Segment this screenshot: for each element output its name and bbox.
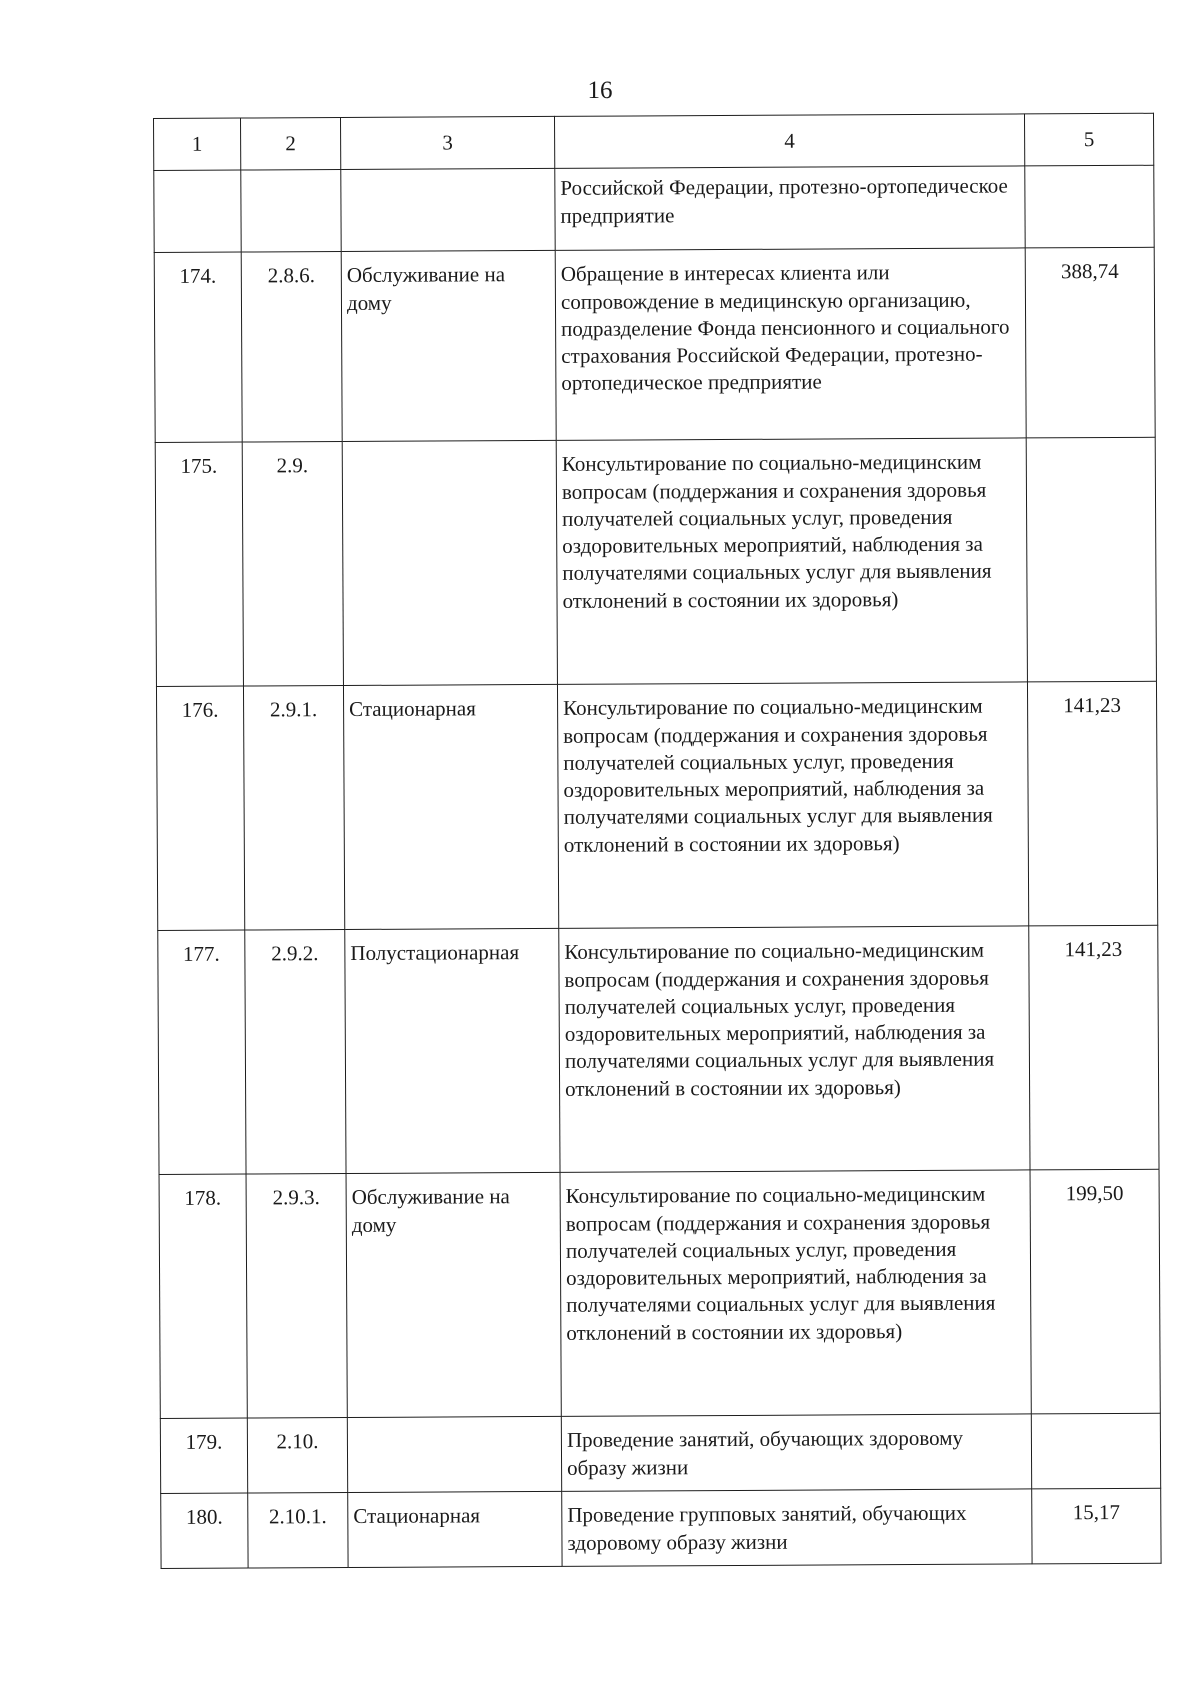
row-description: Консультирование по социально-медицинским вопросам (поддержания и сохранения здоровья получателей социальных услуг, проведения оздоровительных мероприятий, наблюдения за получателями социальных услуг для выявления отклонений в состоянии их здоровья) <box>557 682 1028 928</box>
tariff-table <box>153 113 1162 1570</box>
row-price: 388,74 <box>1025 248 1155 439</box>
table-row <box>158 926 1159 1175</box>
row-price: 141,23 <box>1027 682 1157 927</box>
header-col-4: 4 <box>554 114 1024 169</box>
table-row <box>161 1489 1161 1569</box>
row-price <box>1031 1414 1160 1490</box>
row-code: 2.9.1. <box>243 686 344 931</box>
row-form <box>342 441 557 686</box>
row-number <box>154 170 241 252</box>
row-code: 2.8.6. <box>241 252 342 443</box>
row-price: 141,23 <box>1029 926 1159 1171</box>
row-form <box>347 1417 561 1493</box>
row-description: Проведение групповых занятий, обучающих здоровому образу жизни <box>562 1489 1032 1566</box>
row-code: 2.9. <box>242 442 343 687</box>
header-col-1: 1 <box>154 118 241 171</box>
table-row <box>159 1170 1160 1419</box>
row-number: 180. <box>161 1493 248 1568</box>
row-form: Стационарная <box>348 1492 562 1568</box>
table-row <box>155 438 1156 687</box>
row-price: 199,50 <box>1030 1170 1160 1415</box>
row-number: 178. <box>159 1174 247 1418</box>
row-code <box>241 170 341 253</box>
header-col-3: 3 <box>341 116 555 169</box>
row-description: Консультирование по социально-медицинским вопросам (поддержания и сохранения здоровья получателей социальных услуг, проведения оздоровительных мероприятий, наблюдения за получателями социальных услуг для выявления отклонений в состоянии их здоровья) <box>556 438 1027 684</box>
row-price <box>1026 438 1156 683</box>
row-code: 2.9.3. <box>246 1174 347 1419</box>
table-header-row <box>154 113 1154 171</box>
row-description: Консультирование по социально-медицинским вопросам (поддержания и сохранения здоровья получателей социальных услуг, проведения оздоровительных мероприятий, наблюдения за получателями социальных услуг для выявления отклонений в состоянии их здоровья) <box>559 926 1030 1172</box>
row-number: 174. <box>154 252 242 442</box>
row-form: Обслуживание на дому <box>346 1173 561 1418</box>
row-number: 175. <box>155 442 243 686</box>
table-row <box>160 1414 1160 1494</box>
row-form <box>341 169 555 252</box>
row-number: 179. <box>160 1418 247 1493</box>
row-code: 2.9.2. <box>245 930 346 1175</box>
row-code: 2.10.1. <box>248 1493 348 1569</box>
row-description: Проведение занятий, обучающих здоровому образу жизни <box>561 1414 1031 1491</box>
page-number: 16 <box>587 77 613 104</box>
table-row <box>154 166 1154 253</box>
row-number: 177. <box>158 930 246 1174</box>
row-form: Стационарная <box>343 685 558 930</box>
table-row <box>154 248 1155 443</box>
row-description: Консультирование по социально-медицинским вопросам (поддержания и сохранения здоровья получателей социальных услуг, проведения оздоровительных мероприятий, наблюдения за получателями социальных услуг для выявления отклонений в состоянии их здоровья) <box>560 1170 1031 1416</box>
row-price <box>1025 166 1154 249</box>
row-form: Полустационарная <box>345 929 560 1174</box>
row-form: Обслуживание на дому <box>341 251 556 442</box>
header-col-5: 5 <box>1024 113 1153 166</box>
table-row <box>156 682 1157 931</box>
row-description: Обращение в интересах клиента или сопровождение в медицинскую организацию, подразделение Фонда пенсионного и социального страхования Российской Федерации, протезно-ортопедическое предприятие <box>555 248 1026 440</box>
row-number: 176. <box>156 686 244 930</box>
row-description: Российской Федерации, протезно-ортопедическое предприятие <box>555 166 1025 250</box>
header-col-2: 2 <box>241 118 341 171</box>
row-code: 2.10. <box>247 1418 347 1494</box>
row-price: 15,17 <box>1032 1489 1161 1565</box>
